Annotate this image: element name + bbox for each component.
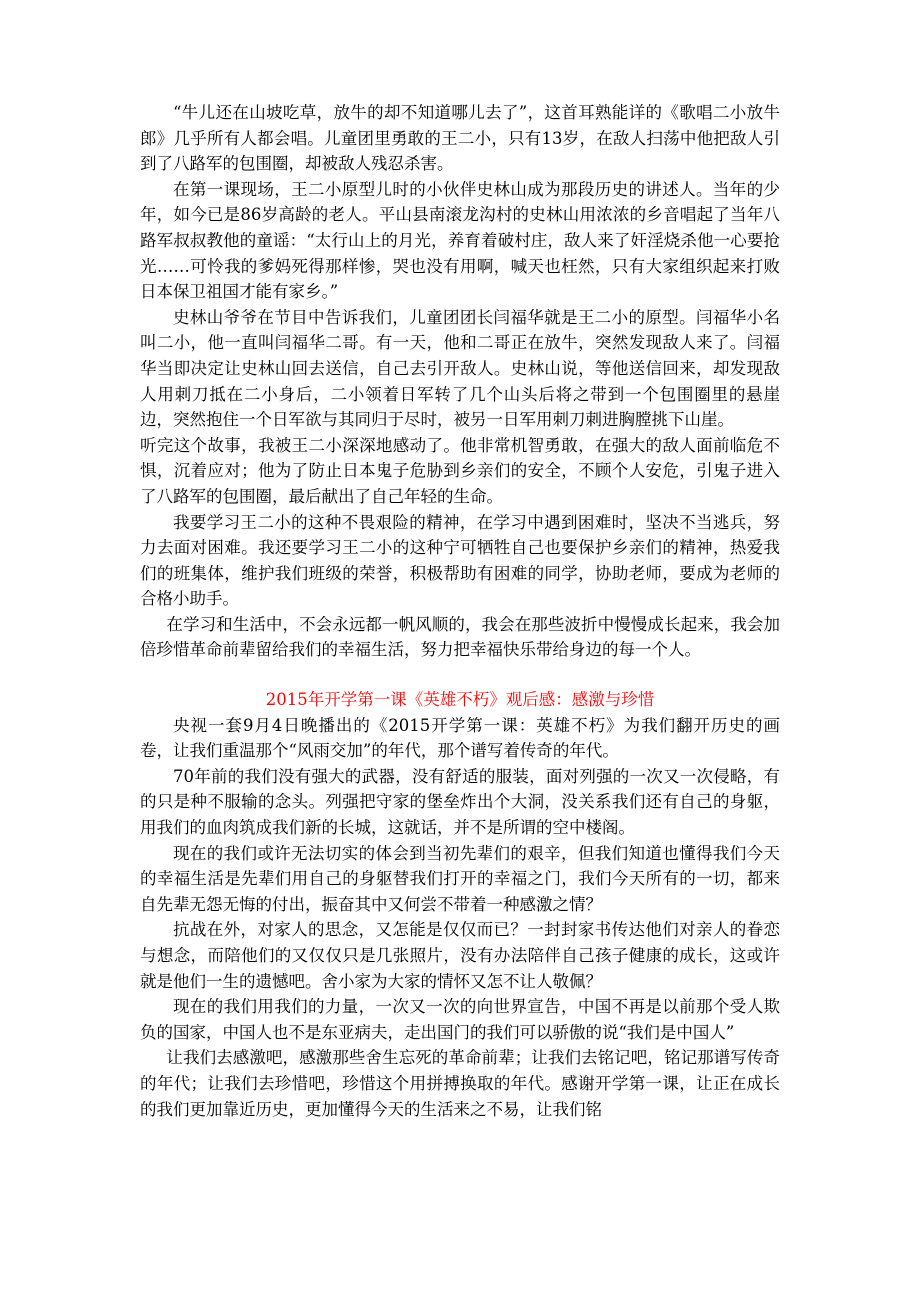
- document-page: [140, 100, 780, 1122]
- body-paragraph: 在第一课现场，王二小原型儿时的小伙伴史林山成为那段历史的讲述人。当年的少年，如今已是86岁高龄的老人。平山县南滚龙沟村的史林山用浓浓的乡音唱起了当年八路军叔叔教他的童谣：“太行山上的月光，养育着破村庄，敌人来了奸淫烧杀他一心要抢光……可怜我的爹妈死得那样惨，哭也没有用啊，喊天也枉然，只有大家组织起来打败日本保卫祖国才能有家乡。”: [140, 179, 780, 302]
- body-paragraph: 70年前的我们没有强大的武器，没有舒适的服装，面对列强的一次又一次侵略，有的只是种不服输的念头。列强把守家的堡垒炸出个大洞，没关系我们还有自己的身躯，用我们的血肉筑成我们新的长城，这就话，并不是所谓的空中楼阁。: [140, 766, 780, 838]
- body-paragraph: “牛儿还在山坡吃草，放牛的却不知道哪儿去了”，这首耳熟能详的《歌唱二小放牛郎》几乎所有人都会唱。儿童团里勇敢的王二小，只有13岁，在敌人扫荡中他把敌人引到了八路军的包围圈，却被敌人残忍杀害。: [140, 103, 780, 174]
- body-paragraph: 我要学习王二小的这种不畏艰险的精神，在学习中遇到困难时，坚决不当逃兵，努力去面对困难。我还要学习王二小的这种宁可牺牲自己也要保护乡亲们的精神，热爱我们的班集体，维护我们班级的荣誉，积极帮助有困难的同学，协助老师，要成为老师的合格小助手。: [140, 512, 780, 609]
- body-paragraph: 央视一套9月4日晚播出的《2015开学第一课：英雄不朽》为我们翻开历史的画卷，让我们重温那个“风雨交加”的年代，那个谱写着传奇的年代。: [140, 715, 780, 761]
- body-paragraph: 现在的我们或许无法切实的体会到当初先辈们的艰辛，但我们知道也懂得我们今天的幸福生活是先辈们用自己的身躯替我们打开的幸福之门，我们今天所有的一切，都来自先辈无怨无悔的付出，振奋其中又何尝不带着一种感激之情？: [140, 843, 780, 914]
- body-paragraph: 让我们去感激吧，感激那些舍生忘死的革命前辈；让我们去铭记吧，铭记那谱写传奇的年代；让我们去珍惜吧，珍惜这个用拼搏换取的年代。感谢开学第一课，让正在成长的我们更加靠近历史，更加懂得今天的生活来之不易，让我们铭: [140, 1048, 780, 1119]
- body-paragraph: 史林山爷爷在节目中告诉我们，儿童团团长闫福华就是王二小的原型。闫福华小名叫二小，他一直叫闫福华二哥。有一天，他和二哥正在放牛，突然发现敌人来了。闫福华当即决定让史林山回去送信，自己去引开敌人。史林山说，等他送信回来，却发现敌人用刺刀抵在二小身后，二小领着日军转了几个山头后将之带到一个包围圈里的悬崖边，突然抱住一个日军欲与其同归于尽时，被另一日军用刺刀刺进胸膛挑下山崖。: [140, 307, 780, 430]
- body-paragraph: 现在的我们用我们的力量，一次又一次的向世界宣告，中国不再是以前那个受人欺负的国家，中国人也不是东亚病夫，走出国门的我们可以骄傲的说“我们是中国人”: [140, 997, 780, 1042]
- body-paragraph: 听完这个故事，我被王二小深深地感动了。他非常机智勇敢，在强大的敌人面前临危不惧，沉着应对；他为了防止日本鬼子危胁到乡亲们的安全，不顾个人安危，引鬼子进入了八路军的包围圈，最后献出了自己年轻的生命。: [140, 435, 780, 506]
- section-title: 2015年开学第一课《英雄不朽》观后感：感激与珍惜: [265, 690, 655, 710]
- body-paragraph: 抗战在外，对家人的思念，又怎能是仅仅而已？一封封家书传达他们对亲人的眷恋与想念，而陪他们的又仅仅只是几张照片，没有办法陪伴自己孩子健康的成长，这或许就是他们一生的遗憾吧。舍小家为大家的情怀又怎不让人敬佩？: [140, 920, 780, 991]
- body-paragraph: 在学习和生活中，不会永远都一帆风顺的，我会在那些波折中慢慢成长起来，我会加倍珍惜革命前辈留给我们的幸福生活，努力把幸福快乐带给身边的每一个人。: [140, 614, 780, 660]
- section-gap: [140, 663, 780, 687]
